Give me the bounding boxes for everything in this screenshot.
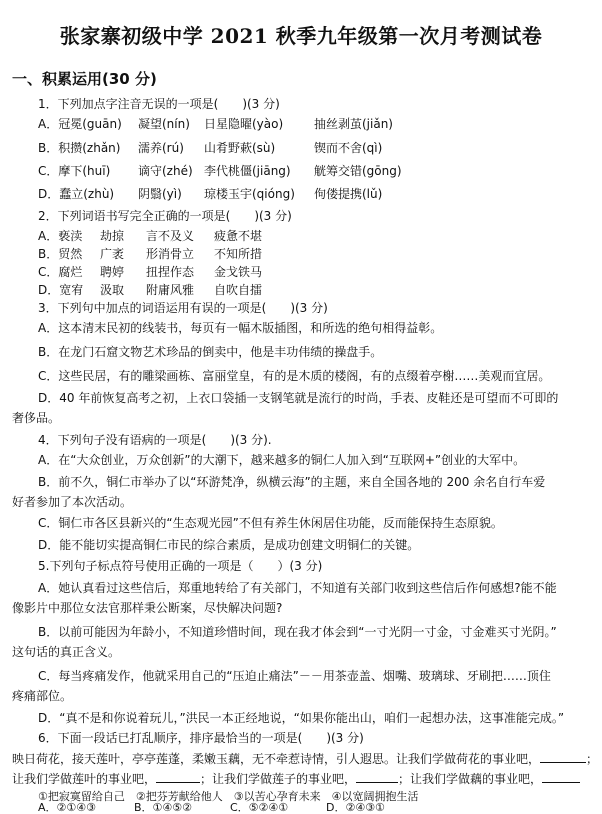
q2-option-c xyxy=(38,264,262,280)
q5-option-a-line2: 像影片中那位女法官那样秉公断案，尽快解决问题? xyxy=(12,601,283,615)
q6-passage-text-1: 映日荷花，接天莲叶，亭亭莲蓬，柔嫩玉藕，无不牵惹诗情，引人遐思。让我们学做荷花的事业吧， xyxy=(12,752,541,766)
q6-answer-d: D．②④③① xyxy=(326,801,385,814)
q2-b-3: 形消骨立 xyxy=(146,247,195,261)
q2-b-2: 广袤 xyxy=(100,247,125,261)
q4-stem: 4．下列句子没有语病的一项是( )(3 分). xyxy=(38,433,272,447)
answer-blank[interactable] xyxy=(356,770,398,783)
answer-blank[interactable] xyxy=(156,770,200,783)
q6-sentence-items: ①把寂寞留给自己 ②把芬芳献给他人 ③以苦心孕育未来 ④以宽阔拥抱生活 xyxy=(38,790,419,803)
q1-d-3: 琼楼玉宇(qióng) xyxy=(204,187,295,201)
answer-blank[interactable] xyxy=(540,750,586,763)
q1-c-1: C．摩下(huī) xyxy=(38,164,111,178)
q1-d-1: D．蠢立(zhù) xyxy=(38,187,115,201)
q1-a-4: 抽丝剥茧(jiǎn) xyxy=(314,117,393,131)
q1-a-2: 凝望(nín) xyxy=(138,117,190,131)
q5-option-c-line2: 疼痛部位。 xyxy=(12,689,73,703)
q1-d-4: 佝偻提携(lǔ) xyxy=(314,187,383,201)
q5-option-a-line1: A．她认真看过这些信后，郑重地转给了有关部门，不知道有关部门收到这些信后作何感想?能不能 xyxy=(38,581,557,595)
q2-d-2: 汲取 xyxy=(100,283,125,297)
q1-a-1: A．冠冕(guān) xyxy=(38,117,122,131)
q2-c-2: 聘婷 xyxy=(100,265,125,279)
q1-option-c xyxy=(38,163,402,179)
q6-passage-text-3: ；让我们学做莲子的事业吧， xyxy=(200,772,357,786)
q2-a-3: 言不及义 xyxy=(146,229,195,243)
q2-a-4: 疲惫不堪 xyxy=(214,229,263,243)
q1-c-2: 谪守(zhé) xyxy=(138,164,193,178)
q1-b-4: 锲而不舍(qì) xyxy=(314,141,383,155)
q6-passage-line1: 映日荷花，接天莲叶，亭亭莲蓬，柔嫩玉藕，无不牵惹诗情，引人遐思。让我们学做荷花的事业吧， ； xyxy=(12,752,599,766)
q4-option-b-line1: B．前不久，铜仁市举办了以“环游梵净，纵横云海”的主题，来自全国各地的 200 余名自行车爱 xyxy=(38,475,546,489)
q1-option-b xyxy=(38,140,382,156)
exam-title: 张家寨初级中学 2021 秋季九年级第一次月考测试卷 xyxy=(59,24,543,48)
q5-option-d: D．“真不是和你说着玩儿，”洪民一本正经地说，“如果你能出山，咱们一起想办法，这事准能完成。” xyxy=(38,711,565,725)
q4-option-a: A．在“大众创业，万众创新”的大潮下，越来越多的铜仁人加入到“互联网+”创业的大军中。 xyxy=(38,453,526,467)
q6-answer-c: C．⑤②④① xyxy=(230,801,289,814)
q5-stem: 5.下列句子标点符号使用正确的一项是（ ）(3 分) xyxy=(38,559,323,573)
q2-option-d xyxy=(38,282,262,298)
q5-option-c-line1: C．每当疼痛发作，他就采用自己的“压迫止痛法”－－用茶壶盖、烟嘴、玻璃球、牙刷把……顶住 xyxy=(38,669,551,683)
q4-option-d: D．能不能切实提高铜仁市民的综合素质，是成功创建文明铜仁的关键。 xyxy=(38,538,420,552)
q2-c-4: 金戈铁马 xyxy=(214,265,263,279)
q1-b-2: 濡养(rú) xyxy=(138,141,184,155)
q2-c-3: 扭捏作态 xyxy=(146,265,195,279)
q1-option-d xyxy=(38,186,382,202)
q1-option-a xyxy=(38,116,393,132)
q3-option-d-line2: 奢侈品。 xyxy=(12,411,61,425)
q1-b-3: 山肴野蔌(sù) xyxy=(204,141,276,155)
q2-a-2: 劫掠 xyxy=(100,229,125,243)
q2-stem: 2．下列词语书写完全正确的一项是( )(3 分) xyxy=(38,209,292,223)
q2-d-3: 附庸风雅 xyxy=(146,283,195,297)
q5-option-b-line2: 这句话的真正含义。 xyxy=(12,645,121,659)
q3-option-c: C．这些民居，有的雕梁画栋、富丽堂皇，有的是木质的楼阁，有的点缀着亭榭……美观而宜居。 xyxy=(38,369,551,383)
q1-d-2: 阴翳(yì) xyxy=(138,187,182,201)
q6-answer-b: B．①④⑤② xyxy=(134,801,192,814)
q3-option-b: B．在龙门石窟文物艺术珍品的倒卖中，他是丰功伟绩的操盘手。 xyxy=(38,345,383,359)
q3-stem: 3．下列句中加点的词语运用有误的一项是( )(3 分) xyxy=(38,301,328,315)
q4-option-b-line2: 好者参加了本次活动。 xyxy=(12,495,133,509)
q3-option-a: A．这本清末民初的线装书，每页有一幅木版插图，和所选的绝句相得益彰。 xyxy=(38,321,443,335)
q3-option-d-line1: D．40 年前恢复高考之初，上衣口袋插一支钢笔就是流行的时尚，手表、皮鞋还是可望而不可即的 xyxy=(38,391,559,405)
q2-b-1: B．贸然 xyxy=(38,247,83,261)
q6-answer-a: A．②①④③ xyxy=(38,801,96,814)
q6-passage-text-4: ；让我们学做藕的事业吧， xyxy=(398,772,543,786)
q1-b-1: B．积攒(zhǎn) xyxy=(38,141,121,155)
q1-c-3: 李代桃僵(jiāng) xyxy=(204,164,291,178)
q2-option-b xyxy=(38,246,262,262)
q1-a-3: 日星隐曜(yào) xyxy=(204,117,284,131)
answer-blank[interactable] xyxy=(542,770,580,783)
q2-d-1: D．宽宥 xyxy=(38,283,84,297)
q1-c-4: 觥筹交错(gōng) xyxy=(314,164,402,178)
q1-stem: 1．下列加点字注音无误的一项是( )(3 分) xyxy=(38,97,280,111)
q2-c-1: C．腐烂 xyxy=(38,265,83,279)
q6-passage-line2 xyxy=(12,770,580,787)
q2-b-4: 不知所措 xyxy=(214,247,263,261)
section-heading: 一、积累运用(30 分) xyxy=(12,70,157,88)
q2-a-1: A．亵渎 xyxy=(38,229,83,243)
q6-passage-text-2: 让我们学做莲叶的事业吧， xyxy=(12,772,157,786)
q2-d-4: 自吹自擂 xyxy=(214,283,263,297)
q4-option-c: C．铜仁市各区县新兴的“生态观光园”不但有养生休闲居住功能，反而能保持生态原貌。 xyxy=(38,516,503,530)
q2-option-a xyxy=(38,228,262,244)
q5-option-b-line1: B．以前可能因为年龄小，不知道珍惜时间，现在我才体会到“一寸光阴一寸金，寸金难买寸光阴。” xyxy=(38,625,557,639)
q6-stem: 6．下面一段话已打乱顺序，排序最恰当的一项是( )(3 分) xyxy=(38,731,364,745)
